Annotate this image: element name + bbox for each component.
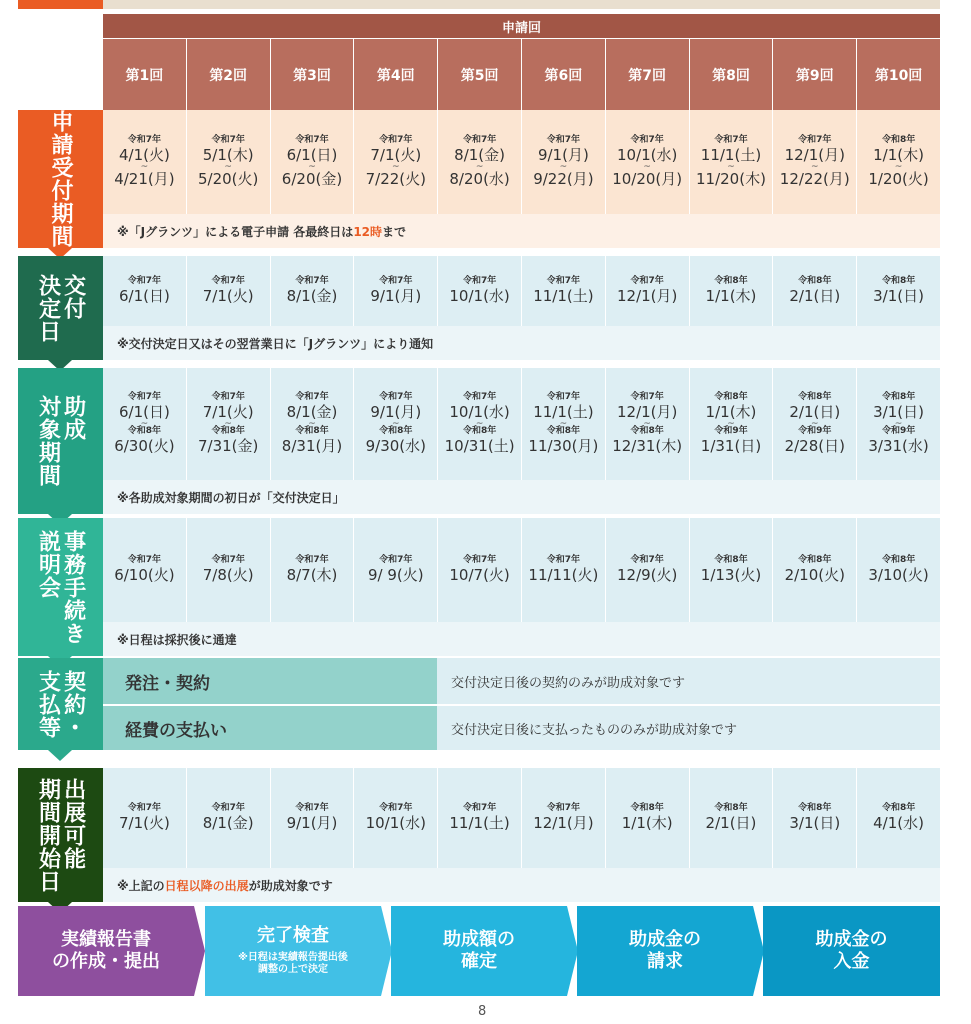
date-cell bbox=[773, 256, 857, 326]
flow-step bbox=[577, 906, 753, 996]
range-tilde: ~ bbox=[392, 418, 400, 429]
section-label-col: 出展可能 bbox=[60, 777, 86, 870]
section-area-decision bbox=[103, 256, 940, 360]
date-value: 1/1(木) bbox=[705, 402, 757, 421]
date-cell bbox=[857, 768, 940, 868]
date-cell bbox=[354, 256, 438, 326]
date-cell bbox=[271, 110, 355, 214]
date-value: 12/9(火) bbox=[616, 565, 678, 584]
section-label-apply bbox=[18, 110, 103, 248]
era-label: 令和7年 bbox=[630, 555, 664, 566]
note-highlight: 12時 bbox=[353, 224, 383, 239]
era-label: 令和8年 bbox=[714, 391, 748, 402]
era-label: 令和7年 bbox=[462, 555, 497, 566]
era-label: 令和7年 bbox=[714, 134, 748, 145]
section-label-contract bbox=[18, 658, 103, 750]
era-label: 令和7年 bbox=[295, 134, 329, 145]
date-cell bbox=[438, 256, 522, 326]
date-value: 3/1(日) bbox=[873, 286, 924, 305]
era-label: 令和7年 bbox=[546, 555, 581, 566]
date-value: 3/1(日) bbox=[789, 813, 841, 832]
era-label: 令和8年 bbox=[798, 555, 832, 566]
section-label-period bbox=[18, 368, 103, 514]
era-label: 令和7年 bbox=[211, 134, 245, 145]
note-text: まで bbox=[382, 224, 407, 239]
date-cell bbox=[103, 518, 187, 622]
round-label: 第5回 bbox=[438, 39, 522, 111]
range-tilde: ~ bbox=[811, 161, 819, 172]
section-label-briefing bbox=[18, 518, 103, 656]
section-label-columns bbox=[36, 274, 84, 343]
contract-row bbox=[103, 658, 940, 706]
era-label: 令和8年 bbox=[881, 803, 916, 814]
section-label-columns bbox=[36, 670, 84, 739]
range-tilde: ~ bbox=[140, 161, 149, 172]
date-cell bbox=[187, 110, 271, 214]
section-label-col: 対象期間 bbox=[35, 395, 61, 487]
date-cell bbox=[606, 518, 690, 622]
round-label: 第3回 bbox=[271, 39, 355, 111]
date-value: 11/30(月) bbox=[528, 437, 599, 456]
date-cell bbox=[187, 256, 271, 326]
era-label: 令和7年 bbox=[379, 555, 413, 566]
era-label: 令和8年 bbox=[798, 391, 832, 402]
date-cell bbox=[187, 518, 271, 622]
date-cell bbox=[354, 368, 438, 480]
era-label: 令和7年 bbox=[211, 391, 245, 402]
range-tilde: ~ bbox=[727, 418, 735, 429]
era-label: 令和7年 bbox=[546, 134, 581, 145]
date-cell bbox=[857, 110, 940, 214]
date-cell bbox=[271, 256, 355, 326]
flow-arrow bbox=[194, 906, 205, 996]
era-label: 令和7年 bbox=[127, 134, 162, 145]
date-cell bbox=[690, 110, 774, 214]
date-value: 12/1(月) bbox=[616, 402, 678, 421]
round-header-row bbox=[103, 39, 940, 111]
date-value: 6/1(日) bbox=[286, 145, 338, 164]
contract-row-text: 交付決定日後の契約のみが助成対象です bbox=[451, 675, 686, 691]
era-label: 令和7年 bbox=[211, 803, 245, 814]
date-cell bbox=[354, 110, 438, 214]
date-value: 7/1(火) bbox=[370, 145, 422, 164]
era-label: 令和7年 bbox=[211, 276, 245, 287]
date-cell bbox=[522, 518, 606, 622]
round-label: 第7回 bbox=[606, 39, 690, 111]
date-cell bbox=[606, 368, 690, 480]
date-cell bbox=[606, 768, 690, 868]
date-cell bbox=[773, 110, 857, 214]
date-value: 7/1(火) bbox=[202, 402, 254, 421]
date-value: 8/1(金) bbox=[202, 813, 254, 832]
round-label: 第1回 bbox=[103, 39, 187, 111]
date-cell bbox=[690, 368, 774, 480]
date-value: 3/1(日) bbox=[873, 402, 924, 421]
era-label: 令和8年 bbox=[881, 555, 916, 566]
range-tilde: ~ bbox=[475, 161, 484, 172]
flow-step-title: 助成金の 入金 bbox=[815, 928, 888, 972]
section-label-exhibit bbox=[18, 768, 103, 902]
date-value: 1/1(木) bbox=[705, 286, 757, 305]
date-row bbox=[103, 518, 940, 622]
note-text: ※上記の bbox=[117, 878, 165, 893]
date-cell bbox=[187, 768, 271, 868]
era-label: 令和8年 bbox=[211, 426, 245, 437]
date-value: 1/1(木) bbox=[873, 145, 924, 164]
date-value: 2/10(火) bbox=[784, 565, 845, 584]
date-value: 1/1(木) bbox=[621, 813, 673, 832]
date-value: 7/22(火) bbox=[365, 170, 426, 189]
date-value: 8/20(水) bbox=[449, 170, 510, 189]
date-value: 9/1(月) bbox=[370, 286, 422, 305]
date-value: 7/1(火) bbox=[202, 286, 254, 305]
date-value: 6/10(火) bbox=[114, 565, 175, 584]
date-value: 11/1(土) bbox=[533, 402, 594, 421]
note-highlight: 日程以降の出展 bbox=[164, 878, 249, 893]
round-label: 第2回 bbox=[187, 39, 271, 111]
round-label: 第9回 bbox=[773, 39, 857, 111]
flow-step-title: 実績報告書 の作成・提出 bbox=[52, 928, 160, 972]
section-label-col: 申請受付期間 bbox=[48, 110, 74, 248]
range-tilde: ~ bbox=[727, 161, 735, 172]
range-tilde: ~ bbox=[894, 418, 903, 429]
date-value: 10/20(月) bbox=[612, 170, 683, 189]
contract-row-label: 発注・契約 bbox=[103, 658, 437, 704]
range-tilde: ~ bbox=[475, 418, 484, 429]
date-cell bbox=[690, 256, 774, 326]
date-value: 7/8(火) bbox=[202, 565, 254, 584]
date-cell bbox=[522, 368, 606, 480]
era-label: 令和8年 bbox=[881, 276, 916, 287]
date-value: 4/1(水) bbox=[873, 813, 924, 832]
date-value: 9/ 9(火) bbox=[367, 565, 424, 584]
section-note bbox=[103, 214, 940, 248]
section-area-period bbox=[103, 368, 940, 514]
section-area-contract bbox=[103, 658, 940, 750]
date-row bbox=[103, 256, 940, 326]
date-value: 10/1(水) bbox=[616, 145, 678, 164]
flow-step bbox=[763, 906, 940, 996]
date-cell bbox=[103, 768, 187, 868]
flow-step bbox=[205, 906, 381, 996]
page-number: 8 bbox=[478, 1004, 487, 1019]
era-label: 令和7年 bbox=[127, 803, 162, 814]
contract-row-text: 交付決定日後に支払ったもののみが助成対象です bbox=[451, 722, 738, 738]
era-label: 令和7年 bbox=[462, 276, 497, 287]
era-label: 令和8年 bbox=[630, 803, 664, 814]
date-value: 11/1(土) bbox=[700, 145, 762, 164]
date-value: 4/21(月) bbox=[114, 170, 175, 189]
flow-step-title: 助成額の 確定 bbox=[443, 928, 515, 972]
era-label: 令和7年 bbox=[295, 803, 329, 814]
date-value: 1/20(火) bbox=[868, 170, 929, 189]
date-value: 8/31(月) bbox=[281, 437, 343, 456]
top-strip-left bbox=[18, 0, 103, 9]
section-note bbox=[103, 622, 940, 656]
section-area-exhibit bbox=[103, 768, 940, 902]
date-value: 10/1(水) bbox=[449, 402, 510, 421]
date-cell bbox=[857, 256, 940, 326]
date-cell bbox=[354, 518, 438, 622]
section-label-decision bbox=[18, 256, 103, 360]
era-label: 令和8年 bbox=[798, 803, 832, 814]
range-tilde: ~ bbox=[643, 161, 651, 172]
date-value: 7/1(火) bbox=[118, 813, 170, 832]
date-value: 6/1(日) bbox=[118, 402, 170, 421]
section-label-columns bbox=[36, 530, 84, 645]
section-label-col: 事務手続き bbox=[60, 529, 86, 645]
era-label: 令和7年 bbox=[379, 391, 413, 402]
section-label-col: 支払等 bbox=[35, 669, 61, 739]
date-cell bbox=[522, 768, 606, 868]
date-value: 11/1(土) bbox=[533, 286, 594, 305]
round-label: 第4回 bbox=[354, 39, 438, 111]
date-value: 11/11(火) bbox=[528, 565, 599, 584]
flow-step bbox=[391, 906, 567, 996]
note-text: ※「Jグランツ」による電子申請 各最終日は bbox=[117, 224, 354, 239]
era-label: 令和7年 bbox=[630, 276, 664, 287]
date-value: 9/30(水) bbox=[365, 437, 426, 456]
round-label: 第6回 bbox=[522, 39, 606, 111]
date-cell bbox=[354, 768, 438, 868]
range-tilde: ~ bbox=[559, 161, 568, 172]
era-label: 令和8年 bbox=[379, 426, 413, 437]
date-value: 9/1(月) bbox=[537, 145, 589, 164]
section-label-columns bbox=[36, 778, 84, 893]
date-cell bbox=[438, 110, 522, 214]
era-label: 令和7年 bbox=[127, 276, 162, 287]
date-cell bbox=[773, 768, 857, 868]
date-row bbox=[103, 110, 940, 214]
era-label: 令和7年 bbox=[798, 134, 832, 145]
date-cell bbox=[438, 518, 522, 622]
range-tilde: ~ bbox=[811, 418, 819, 429]
date-cell bbox=[522, 110, 606, 214]
era-label: 令和7年 bbox=[379, 803, 413, 814]
round-header-title: 申請回 bbox=[103, 14, 940, 39]
era-label: 令和8年 bbox=[714, 803, 748, 814]
date-value: 1/13(火) bbox=[700, 565, 762, 584]
range-tilde: ~ bbox=[559, 418, 568, 429]
date-value: 10/1(水) bbox=[365, 813, 426, 832]
top-strip bbox=[18, 0, 940, 9]
era-label: 令和9年 bbox=[714, 426, 748, 437]
range-tilde: ~ bbox=[392, 161, 400, 172]
round-label: 第10回 bbox=[874, 68, 923, 84]
flow-step-title: 助成金の 請求 bbox=[629, 928, 701, 972]
era-label: 令和7年 bbox=[127, 555, 162, 566]
date-cell bbox=[103, 110, 187, 214]
date-value: 12/22(月) bbox=[779, 170, 850, 189]
section-label-col: 助成 bbox=[60, 395, 86, 441]
date-value: 12/1(月) bbox=[533, 813, 594, 832]
flow-step bbox=[18, 906, 194, 996]
era-label: 令和7年 bbox=[462, 134, 497, 145]
date-value: 6/1(日) bbox=[118, 286, 170, 305]
date-value: 11/1(土) bbox=[449, 813, 510, 832]
date-value: 2/1(日) bbox=[789, 402, 841, 421]
date-cell bbox=[271, 368, 355, 480]
era-label: 令和7年 bbox=[295, 391, 329, 402]
date-value: 5/1(木) bbox=[202, 145, 254, 164]
round-label: 第8回 bbox=[690, 39, 774, 111]
date-value: 6/20(金) bbox=[281, 170, 343, 189]
era-label: 令和7年 bbox=[211, 555, 245, 566]
date-cell bbox=[438, 368, 522, 480]
era-label: 令和9年 bbox=[881, 426, 916, 437]
date-cell bbox=[103, 256, 187, 326]
date-value: 2/1(日) bbox=[789, 286, 841, 305]
date-value: 8/7(木) bbox=[286, 565, 338, 584]
note-text: ※日程は採択後に通達 bbox=[117, 632, 237, 647]
flow-step-sub: ※日程は実績報告提出後 調整の上で決定 bbox=[238, 951, 348, 976]
date-value: 3/31(水) bbox=[868, 437, 929, 456]
date-cell bbox=[857, 368, 940, 480]
date-value: 8/1(金) bbox=[286, 402, 338, 421]
date-row bbox=[103, 768, 940, 868]
note-text: ※交付決定日又はその翌営業日に「Jグランツ」により通知 bbox=[117, 336, 434, 351]
era-label: 令和8年 bbox=[546, 426, 581, 437]
date-value: 4/1(火) bbox=[118, 145, 170, 164]
date-value: 11/20(木) bbox=[696, 170, 766, 189]
era-label: 令和7年 bbox=[127, 391, 162, 402]
flow-step-title: 完了検査 bbox=[257, 925, 329, 947]
section-label-col: 契約・ bbox=[60, 669, 86, 739]
date-cell bbox=[690, 768, 774, 868]
section-label-columns bbox=[36, 395, 84, 487]
date-value: 9/1(月) bbox=[286, 813, 338, 832]
section-label-col: 交付 bbox=[60, 273, 86, 320]
era-label: 令和8年 bbox=[714, 555, 748, 566]
range-tilde: ~ bbox=[894, 161, 903, 172]
date-cell bbox=[271, 518, 355, 622]
date-cell bbox=[103, 368, 187, 480]
date-value: 3/10(火) bbox=[868, 565, 929, 584]
date-cell bbox=[606, 110, 690, 214]
era-label: 令和8年 bbox=[714, 276, 748, 287]
date-value: 10/7(火) bbox=[449, 565, 510, 584]
section-note bbox=[103, 326, 940, 360]
range-tilde: ~ bbox=[643, 418, 651, 429]
note-text: が助成対象です bbox=[248, 878, 333, 893]
era-label: 令和7年 bbox=[379, 134, 413, 145]
section-label-col: 期間開始日 bbox=[35, 777, 61, 893]
section-note bbox=[103, 868, 940, 902]
range-tilde: ~ bbox=[224, 418, 232, 429]
section-note bbox=[103, 480, 940, 514]
section-label-col: 説明会 bbox=[35, 529, 61, 599]
era-label: 令和7年 bbox=[630, 134, 664, 145]
note-text: ※各助成対象期間の初日が「交付決定日」 bbox=[117, 490, 345, 505]
date-value: 2/1(日) bbox=[705, 813, 757, 832]
era-label: 令和7年 bbox=[295, 555, 329, 566]
era-label: 令和7年 bbox=[462, 391, 497, 402]
date-value: 10/1(水) bbox=[449, 286, 510, 305]
section-label-col: 決定日 bbox=[35, 273, 61, 343]
date-value: 8/1(金) bbox=[286, 286, 338, 305]
era-label: 令和7年 bbox=[546, 803, 581, 814]
date-cell bbox=[773, 368, 857, 480]
era-label: 令和7年 bbox=[630, 391, 664, 402]
section-area-apply bbox=[103, 110, 940, 248]
section-label-columns bbox=[49, 110, 72, 248]
date-value: 5/20(火) bbox=[198, 170, 259, 189]
era-label: 令和7年 bbox=[546, 276, 581, 287]
era-label: 令和8年 bbox=[462, 426, 497, 437]
era-label: 令和8年 bbox=[630, 426, 664, 437]
era-label: 令和7年 bbox=[462, 803, 497, 814]
date-value: 12/1(月) bbox=[616, 286, 678, 305]
era-label: 令和8年 bbox=[295, 426, 329, 437]
date-cell bbox=[438, 768, 522, 868]
era-label: 令和8年 bbox=[127, 426, 162, 437]
date-cell bbox=[773, 518, 857, 622]
date-value: 8/1(金) bbox=[454, 145, 506, 164]
date-cell bbox=[187, 368, 271, 480]
section-area-briefing bbox=[103, 518, 940, 656]
contract-row bbox=[103, 706, 940, 750]
range-tilde: ~ bbox=[308, 161, 316, 172]
date-value: 12/31(木) bbox=[612, 437, 683, 456]
contract-row-label: 経費の支払い bbox=[103, 706, 437, 750]
date-cell bbox=[606, 256, 690, 326]
date-value: 1/31(日) bbox=[700, 437, 762, 456]
round-header bbox=[103, 14, 940, 111]
date-value: 6/30(火) bbox=[114, 437, 175, 456]
era-label: 令和7年 bbox=[379, 276, 413, 287]
date-cell bbox=[271, 768, 355, 868]
date-value: 10/31(土) bbox=[444, 437, 515, 456]
era-label: 令和8年 bbox=[881, 391, 916, 402]
date-value: 9/1(月) bbox=[370, 402, 422, 421]
era-label: 令和7年 bbox=[546, 391, 581, 402]
date-cell bbox=[690, 518, 774, 622]
era-label: 令和9年 bbox=[798, 426, 832, 437]
date-cell bbox=[857, 518, 940, 622]
date-value: 2/28(日) bbox=[784, 437, 845, 456]
date-value: 7/31(金) bbox=[198, 437, 259, 456]
date-value: 9/22(月) bbox=[533, 170, 594, 189]
range-tilde: ~ bbox=[308, 418, 316, 429]
range-tilde: ~ bbox=[224, 161, 232, 172]
era-label: 令和8年 bbox=[798, 276, 832, 287]
date-row bbox=[103, 368, 940, 480]
range-tilde: ~ bbox=[140, 418, 149, 429]
era-label: 令和8年 bbox=[881, 134, 916, 145]
date-value: 12/1(月) bbox=[784, 145, 845, 164]
era-label: 令和7年 bbox=[295, 276, 329, 287]
date-cell bbox=[522, 256, 606, 326]
